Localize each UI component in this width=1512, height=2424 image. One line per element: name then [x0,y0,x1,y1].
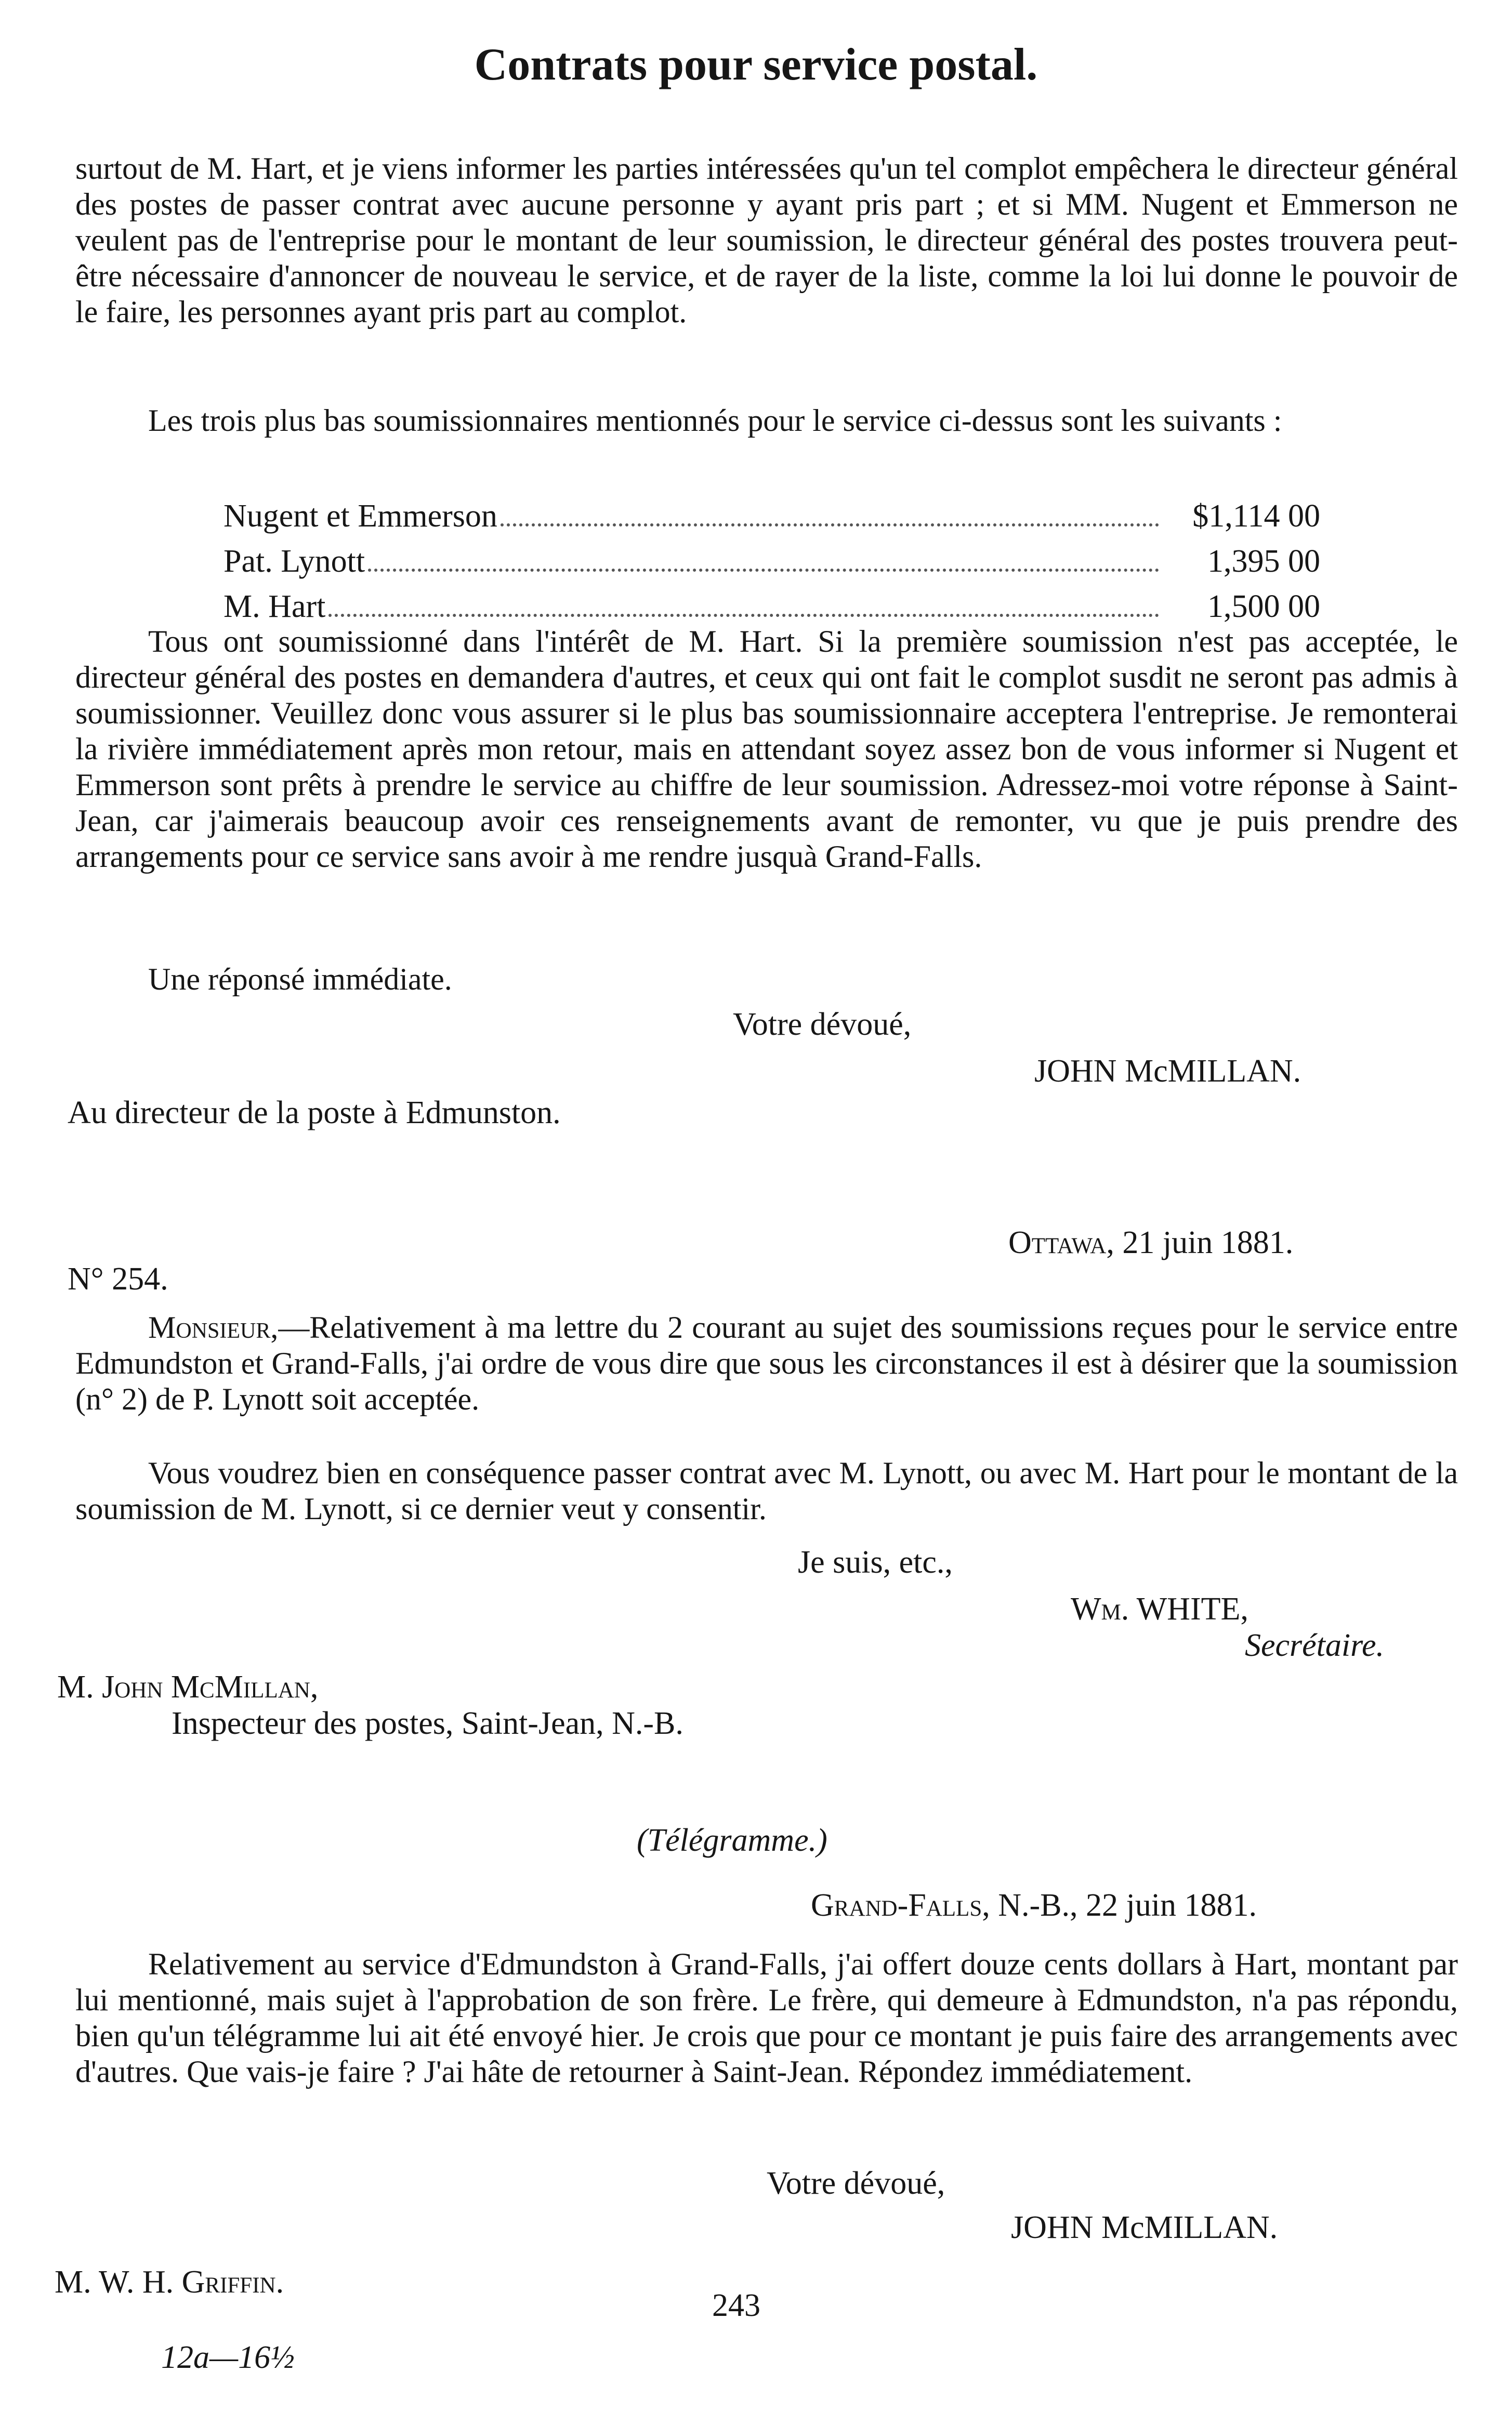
page-header: Contrats pour service postal. [474,39,1038,90]
letter2-dateline [1008,1224,1293,1261]
letter2-signature [1071,1590,1248,1628]
bidder-name: Pat. Lynott [223,544,365,579]
letter1-paragraph-2-text: Les trois plus bas soumissionnaires mentionnés pour le service ci-dessus sont les suivants : [148,403,1282,438]
telegram-heading: (Télégramme.) [637,1823,827,1858]
letter1-closing: Votre dévoué, [733,1007,912,1042]
dateline-date: 21 juin 1881. [1122,1225,1294,1260]
letter2-paragraph-1 [75,1310,1458,1417]
dateline-rest: N.-B., 22 juin 1881. [998,1888,1257,1923]
letter2-signature-title: Secrétaire. [1245,1628,1384,1663]
bidder-amount: 1,395 00 [1207,544,1320,579]
letter1-paragraph-2 [75,403,1458,439]
letter1-paragraph-4-text: Une réponsé immédiate. [148,962,452,996]
signature-name: WHITE, [1136,1591,1248,1627]
bidder-row [223,584,1320,629]
bidder-amount: $1,114 00 [1192,498,1320,534]
letter2-paragraph-2 [75,1455,1458,1527]
telegram-signature: JOHN McMILLAN. [1011,2210,1278,2245]
recipient-name: John McMillan, [102,1669,319,1705]
letter1-addressee: Au directeur de la poste à Edmunston. [68,1095,561,1130]
bidder-amount: 1,500 00 [1207,589,1320,624]
dateline-place: Grand-Falls, [811,1888,990,1923]
dateline-place: Ottawa, [1008,1225,1114,1260]
letter2-closing: Je suis, etc., [798,1545,953,1580]
recipient-name: Griffin. [181,2264,284,2300]
bidder-name: M. Hart [223,589,326,624]
letter1-paragraph-3-text: Tous ont soumissionné dans l'intérêt de M. Hart. Si la première soumission n'est pas acceptée, le directeur général des postes en demandera d'autres, et ceux qui ont fait le complot susdit ne seront pas admis à soumissionner. Veuillez donc vous assurer si le plus bas soumissionnaire acceptera l'entreprise. Je remonterai la rivière immédiatement après mon retour, mais en attendant soyez assez bon de vous informer si Nugent et Emmerson sont prêts à prendre le service au chiffre de leur soumission. Adressez-moi votre réponse à Saint-Jean, car j'aimerais beaucoup avoir ces renseignements avant de remonter, vu que je puis prendre des arrangements pour ce service sans avoir à me rendre jusquà Grand-Falls. [75,624,1458,874]
recipient-prefix: M. [57,1669,94,1705]
signature-prefix: Wm. [1071,1591,1129,1627]
letter-number: N° 254. [68,1261,168,1297]
telegram-dateline [811,1887,1257,1924]
recipient-prefix: M. W. H. [55,2264,174,2300]
telegram-paragraph-text: Relativement au service d'Edmundston à Grand-Falls, j'ai offert douze cents dollars à Hart, montant par lui mentionné, mais sujet à l'approbation de son frère. Le frère, qui demeure à Edmundston, n'a pas répondu, bien qu'un télégramme lui ait été envoyé hier. Je crois que pour ce montant je puis faire des arrangements avec d'autres. Que vais-je faire ? J'ai hâte de retourner à Saint-Jean. Répondez immédiatement. [75,1947,1458,2089]
bidder-name: Nugent et Emmerson [223,498,497,534]
salutation: Monsieur, [148,1310,279,1345]
letter1-paragraph-4 [75,961,1458,997]
letter1-paragraph-1: surtout de M. Hart, et je viens informer les parties intéressées qu'un tel complot empêchera le directeur général des postes de passer contrat avec aucune personne y ayant pris part ; et si MM. Nugent et Emmerson ne veulent pas de l'entreprise pour le montant de leur soumission, le directeur général des postes trouvera peut-être nécessaire d'annoncer de nouveau le service, et de rayer de la liste, comme la loi lui donne le pouvoir de le faire, les personnes ayant pris part au complot. [75,151,1458,329]
letter1-paragraph-3 [75,624,1458,875]
letter2-recipient [57,1668,318,1706]
leader-dots [328,614,1159,617]
telegram-recipient [55,2263,284,2301]
bidders-list [223,494,1320,629]
leader-dots [501,523,1159,526]
telegram-closing: Votre dévoué, [767,2166,945,2201]
leader-dots [368,569,1159,572]
bidder-row [223,494,1320,539]
telegram-paragraph [75,1946,1458,2090]
letter2-recipient-title: Inspecteur des postes, Saint-Jean, N.-B. [172,1706,683,1741]
bidder-row [223,539,1320,584]
letter2-paragraph-1-text: —Relativement à ma lettre du 2 courant au sujet des soumissions reçues pour le service entre Edmundston et Grand-Falls, j'ai ordre de vous dire que sous les circonstances il est à désirer que la soumission (n° 2) de P. Lynott soit acceptée. [75,1310,1458,1416]
letter1-signature: JOHN McMILLAN. [1034,1053,1301,1089]
signature-mark: 12a—16½ [161,2340,295,2375]
page-number: 243 [712,2288,760,2323]
letter2-paragraph-2-text: Vous voudrez bien en conséquence passer contrat avec M. Lynott, ou avec M. Hart pour le montant de la soumission de M. Lynott, si ce dernier veut y consentir. [75,1456,1458,1526]
